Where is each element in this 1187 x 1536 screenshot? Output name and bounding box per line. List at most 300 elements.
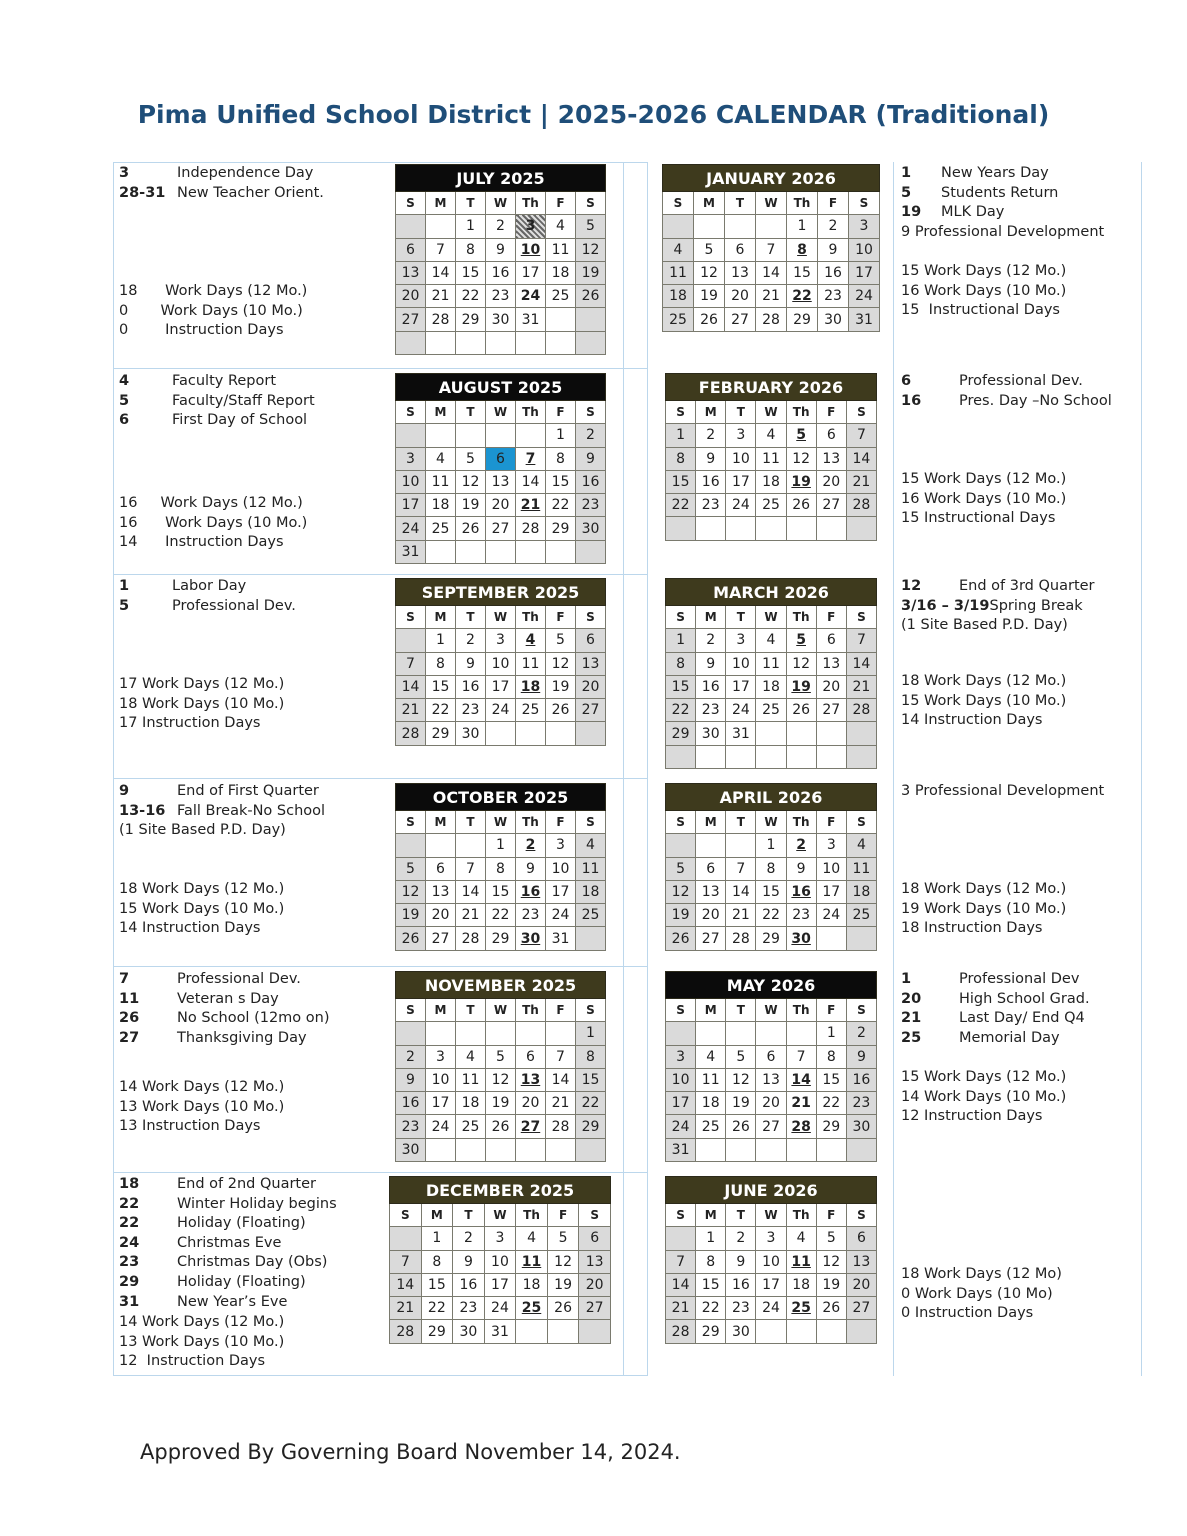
- day-cell[interactable]: 2: [818, 215, 849, 238]
- day-cell[interactable]: 23: [786, 904, 816, 927]
- day-cell[interactable]: 6: [486, 447, 516, 470]
- day-cell[interactable]: 26: [726, 1115, 756, 1138]
- day-cell[interactable]: 25: [576, 904, 606, 927]
- day-cell[interactable]: 31: [516, 308, 546, 331]
- day-cell[interactable]: 12: [547, 1250, 579, 1273]
- day-cell[interactable]: 1: [787, 215, 818, 238]
- day-cell[interactable]: 13: [846, 1250, 876, 1273]
- day-cell[interactable]: 7: [846, 424, 876, 447]
- day-cell[interactable]: 25: [663, 308, 694, 331]
- day-cell[interactable]: 17: [396, 494, 426, 517]
- day-cell[interactable]: 27: [426, 927, 456, 950]
- day-cell[interactable]: 4: [576, 834, 606, 857]
- day-cell[interactable]: 2: [786, 834, 816, 857]
- day-cell[interactable]: 24: [396, 517, 426, 540]
- day-cell[interactable]: 24: [726, 494, 756, 517]
- day-cell[interactable]: 15: [666, 470, 696, 493]
- day-cell[interactable]: 20: [816, 675, 846, 698]
- day-cell[interactable]: 5: [816, 1227, 846, 1250]
- day-cell[interactable]: 14: [426, 261, 456, 284]
- day-cell[interactable]: 22: [816, 1092, 846, 1115]
- day-cell[interactable]: 12: [786, 652, 816, 675]
- day-cell[interactable]: 6: [846, 1227, 876, 1250]
- day-cell[interactable]: 6: [576, 629, 606, 652]
- day-cell[interactable]: 13: [486, 470, 516, 493]
- day-cell[interactable]: 13: [396, 261, 426, 284]
- day-cell[interactable]: 18: [456, 1092, 486, 1115]
- day-cell[interactable]: 4: [696, 1045, 726, 1068]
- day-cell[interactable]: 16: [846, 1068, 876, 1091]
- day-cell[interactable]: 17: [486, 675, 516, 698]
- day-cell[interactable]: 24: [484, 1297, 516, 1320]
- day-cell[interactable]: 22: [456, 285, 486, 308]
- day-cell[interactable]: 11: [456, 1068, 486, 1091]
- day-cell[interactable]: 5: [396, 857, 426, 880]
- day-cell[interactable]: 15: [546, 470, 576, 493]
- day-cell[interactable]: 8: [816, 1045, 846, 1068]
- day-cell[interactable]: 10: [516, 238, 546, 261]
- day-cell[interactable]: 28: [390, 1320, 422, 1343]
- day-cell[interactable]: 29: [421, 1320, 453, 1343]
- day-cell[interactable]: 7: [456, 857, 486, 880]
- day-cell[interactable]: 20: [486, 494, 516, 517]
- day-cell[interactable]: 30: [576, 517, 606, 540]
- day-cell[interactable]: 5: [726, 1045, 756, 1068]
- day-cell[interactable]: 23: [846, 1092, 876, 1115]
- day-cell[interactable]: 29: [456, 308, 486, 331]
- day-cell[interactable]: 19: [694, 285, 725, 308]
- day-cell[interactable]: 22: [546, 494, 576, 517]
- day-cell[interactable]: 19: [816, 1273, 846, 1296]
- day-cell[interactable]: 19: [546, 675, 576, 698]
- day-cell[interactable]: 11: [756, 652, 786, 675]
- day-cell[interactable]: 23: [516, 904, 546, 927]
- day-cell[interactable]: 23: [696, 494, 726, 517]
- day-cell[interactable]: 21: [756, 285, 787, 308]
- day-cell[interactable]: 18: [516, 675, 546, 698]
- day-cell[interactable]: 22: [486, 904, 516, 927]
- day-cell[interactable]: 3: [546, 834, 576, 857]
- day-cell[interactable]: 2: [486, 215, 516, 238]
- day-cell[interactable]: 3: [516, 215, 546, 238]
- day-cell[interactable]: 7: [756, 238, 787, 261]
- day-cell[interactable]: 31: [396, 540, 426, 563]
- day-cell[interactable]: 11: [576, 857, 606, 880]
- day-cell[interactable]: 28: [726, 927, 756, 950]
- day-cell[interactable]: 24: [546, 904, 576, 927]
- day-cell[interactable]: 29: [787, 308, 818, 331]
- day-cell[interactable]: 19: [396, 904, 426, 927]
- day-cell[interactable]: 31: [849, 308, 880, 331]
- day-cell[interactable]: 19: [547, 1273, 579, 1296]
- day-cell[interactable]: 21: [846, 470, 876, 493]
- day-cell[interactable]: 27: [846, 1297, 876, 1320]
- day-cell[interactable]: 7: [786, 1045, 816, 1068]
- day-cell[interactable]: 4: [456, 1045, 486, 1068]
- day-cell[interactable]: 22: [787, 285, 818, 308]
- day-cell[interactable]: 19: [786, 675, 816, 698]
- day-cell[interactable]: 10: [426, 1068, 456, 1091]
- day-cell[interactable]: 1: [696, 1227, 726, 1250]
- day-cell[interactable]: 22: [421, 1297, 453, 1320]
- day-cell[interactable]: 13: [576, 652, 606, 675]
- day-cell[interactable]: 13: [816, 447, 846, 470]
- day-cell[interactable]: 12: [786, 447, 816, 470]
- day-cell[interactable]: 11: [426, 470, 456, 493]
- day-cell[interactable]: 1: [666, 424, 696, 447]
- day-cell[interactable]: 12: [816, 1250, 846, 1273]
- day-cell[interactable]: 30: [696, 722, 726, 745]
- day-cell[interactable]: 25: [516, 1297, 548, 1320]
- day-cell[interactable]: 9: [726, 1250, 756, 1273]
- day-cell[interactable]: 8: [421, 1250, 453, 1273]
- day-cell[interactable]: 24: [666, 1115, 696, 1138]
- day-cell[interactable]: 28: [456, 927, 486, 950]
- day-cell[interactable]: 20: [426, 904, 456, 927]
- day-cell[interactable]: 3: [426, 1045, 456, 1068]
- day-cell[interactable]: 1: [456, 215, 486, 238]
- day-cell[interactable]: 11: [546, 238, 576, 261]
- day-cell[interactable]: 2: [516, 834, 546, 857]
- day-cell[interactable]: 10: [396, 470, 426, 493]
- day-cell[interactable]: 31: [726, 722, 756, 745]
- day-cell[interactable]: 15: [576, 1068, 606, 1091]
- day-cell[interactable]: 31: [666, 1138, 696, 1161]
- day-cell[interactable]: 6: [426, 857, 456, 880]
- day-cell[interactable]: 16: [818, 261, 849, 284]
- day-cell[interactable]: 6: [756, 1045, 786, 1068]
- day-cell[interactable]: 18: [663, 285, 694, 308]
- day-cell[interactable]: 5: [547, 1227, 579, 1250]
- day-cell[interactable]: 3: [726, 629, 756, 652]
- day-cell[interactable]: 28: [846, 494, 876, 517]
- day-cell[interactable]: 15: [666, 675, 696, 698]
- day-cell[interactable]: 4: [846, 834, 876, 857]
- day-cell[interactable]: 8: [576, 1045, 606, 1068]
- day-cell[interactable]: 11: [516, 652, 546, 675]
- day-cell[interactable]: 15: [456, 261, 486, 284]
- day-cell[interactable]: 28: [786, 1115, 816, 1138]
- day-cell[interactable]: 2: [726, 1227, 756, 1250]
- day-cell[interactable]: 3: [816, 834, 846, 857]
- day-cell[interactable]: 13: [816, 652, 846, 675]
- day-cell[interactable]: 15: [787, 261, 818, 284]
- day-cell[interactable]: 9: [486, 238, 516, 261]
- day-cell[interactable]: 25: [696, 1115, 726, 1138]
- day-cell[interactable]: 27: [696, 927, 726, 950]
- day-cell[interactable]: 23: [576, 494, 606, 517]
- day-cell[interactable]: 26: [576, 285, 606, 308]
- day-cell[interactable]: 24: [486, 699, 516, 722]
- day-cell[interactable]: 30: [456, 722, 486, 745]
- day-cell[interactable]: 13: [426, 880, 456, 903]
- day-cell[interactable]: 30: [786, 927, 816, 950]
- day-cell[interactable]: 28: [546, 1115, 576, 1138]
- day-cell[interactable]: 28: [756, 308, 787, 331]
- day-cell[interactable]: 14: [786, 1068, 816, 1091]
- day-cell[interactable]: 15: [421, 1273, 453, 1296]
- day-cell[interactable]: 23: [453, 1297, 485, 1320]
- day-cell[interactable]: 29: [756, 927, 786, 950]
- day-cell[interactable]: 25: [756, 699, 786, 722]
- day-cell[interactable]: 2: [846, 1022, 876, 1045]
- day-cell[interactable]: 17: [516, 261, 546, 284]
- day-cell[interactable]: 17: [484, 1273, 516, 1296]
- day-cell[interactable]: 27: [516, 1115, 546, 1138]
- day-cell[interactable]: 13: [579, 1250, 611, 1273]
- day-cell[interactable]: 13: [725, 261, 756, 284]
- day-cell[interactable]: 24: [816, 904, 846, 927]
- day-cell[interactable]: 18: [756, 675, 786, 698]
- day-cell[interactable]: 23: [456, 699, 486, 722]
- day-cell[interactable]: 11: [756, 447, 786, 470]
- day-cell[interactable]: 4: [516, 629, 546, 652]
- day-cell[interactable]: 21: [666, 1297, 696, 1320]
- day-cell[interactable]: 29: [816, 1115, 846, 1138]
- day-cell[interactable]: 14: [546, 1068, 576, 1091]
- day-cell[interactable]: 14: [390, 1273, 422, 1296]
- day-cell[interactable]: 24: [426, 1115, 456, 1138]
- day-cell[interactable]: 14: [516, 470, 546, 493]
- day-cell[interactable]: 3: [726, 424, 756, 447]
- day-cell[interactable]: 18: [696, 1092, 726, 1115]
- day-cell[interactable]: 30: [396, 1138, 426, 1161]
- day-cell[interactable]: 7: [396, 652, 426, 675]
- day-cell[interactable]: 2: [453, 1227, 485, 1250]
- day-cell[interactable]: 19: [786, 470, 816, 493]
- day-cell[interactable]: 2: [456, 629, 486, 652]
- day-cell[interactable]: 23: [486, 285, 516, 308]
- day-cell[interactable]: 23: [696, 699, 726, 722]
- day-cell[interactable]: 28: [426, 308, 456, 331]
- day-cell[interactable]: 28: [846, 699, 876, 722]
- day-cell[interactable]: 16: [696, 675, 726, 698]
- day-cell[interactable]: 9: [516, 857, 546, 880]
- day-cell[interactable]: 1: [546, 424, 576, 447]
- day-cell[interactable]: 15: [426, 675, 456, 698]
- day-cell[interactable]: 1: [421, 1227, 453, 1250]
- day-cell[interactable]: 5: [456, 447, 486, 470]
- day-cell[interactable]: 21: [726, 904, 756, 927]
- day-cell[interactable]: 9: [453, 1250, 485, 1273]
- day-cell[interactable]: 25: [426, 517, 456, 540]
- day-cell[interactable]: 7: [390, 1250, 422, 1273]
- day-cell[interactable]: 14: [756, 261, 787, 284]
- day-cell[interactable]: 21: [426, 285, 456, 308]
- day-cell[interactable]: 5: [546, 629, 576, 652]
- day-cell[interactable]: 9: [456, 652, 486, 675]
- day-cell[interactable]: 30: [453, 1320, 485, 1343]
- day-cell[interactable]: 10: [486, 652, 516, 675]
- day-cell[interactable]: 17: [666, 1092, 696, 1115]
- day-cell[interactable]: 15: [696, 1273, 726, 1296]
- day-cell[interactable]: 17: [756, 1273, 786, 1296]
- day-cell[interactable]: 3: [396, 447, 426, 470]
- day-cell[interactable]: 28: [396, 722, 426, 745]
- day-cell[interactable]: 12: [694, 261, 725, 284]
- day-cell[interactable]: 30: [726, 1320, 756, 1343]
- day-cell[interactable]: 2: [396, 1045, 426, 1068]
- day-cell[interactable]: 4: [516, 1227, 548, 1250]
- day-cell[interactable]: 28: [666, 1320, 696, 1343]
- day-cell[interactable]: 19: [576, 261, 606, 284]
- day-cell[interactable]: 19: [456, 494, 486, 517]
- day-cell[interactable]: 21: [390, 1297, 422, 1320]
- day-cell[interactable]: 29: [426, 722, 456, 745]
- day-cell[interactable]: 23: [396, 1115, 426, 1138]
- day-cell[interactable]: 30: [846, 1115, 876, 1138]
- day-cell[interactable]: 22: [576, 1092, 606, 1115]
- day-cell[interactable]: 17: [849, 261, 880, 284]
- day-cell[interactable]: 16: [516, 880, 546, 903]
- day-cell[interactable]: 23: [818, 285, 849, 308]
- day-cell[interactable]: 26: [666, 927, 696, 950]
- day-cell[interactable]: 4: [546, 215, 576, 238]
- day-cell[interactable]: 22: [666, 699, 696, 722]
- day-cell[interactable]: 19: [726, 1092, 756, 1115]
- day-cell[interactable]: 6: [396, 238, 426, 261]
- day-cell[interactable]: 16: [576, 470, 606, 493]
- day-cell[interactable]: 15: [486, 880, 516, 903]
- day-cell[interactable]: 18: [516, 1273, 548, 1296]
- day-cell[interactable]: 11: [516, 1250, 548, 1273]
- day-cell[interactable]: 22: [666, 494, 696, 517]
- day-cell[interactable]: 29: [486, 927, 516, 950]
- day-cell[interactable]: 8: [696, 1250, 726, 1273]
- day-cell[interactable]: 17: [546, 880, 576, 903]
- day-cell[interactable]: 27: [396, 308, 426, 331]
- day-cell[interactable]: 9: [786, 857, 816, 880]
- day-cell[interactable]: 1: [576, 1022, 606, 1045]
- day-cell[interactable]: 9: [396, 1068, 426, 1091]
- day-cell[interactable]: 13: [756, 1068, 786, 1091]
- day-cell[interactable]: 17: [726, 675, 756, 698]
- day-cell[interactable]: 8: [486, 857, 516, 880]
- day-cell[interactable]: 30: [818, 308, 849, 331]
- day-cell[interactable]: 24: [756, 1297, 786, 1320]
- day-cell[interactable]: 8: [787, 238, 818, 261]
- day-cell[interactable]: 6: [725, 238, 756, 261]
- day-cell[interactable]: 20: [579, 1273, 611, 1296]
- day-cell[interactable]: 7: [516, 447, 546, 470]
- day-cell[interactable]: 20: [396, 285, 426, 308]
- day-cell[interactable]: 18: [576, 880, 606, 903]
- day-cell[interactable]: 26: [547, 1297, 579, 1320]
- day-cell[interactable]: 25: [756, 494, 786, 517]
- day-cell[interactable]: 21: [546, 1092, 576, 1115]
- day-cell[interactable]: 4: [426, 447, 456, 470]
- day-cell[interactable]: 27: [579, 1297, 611, 1320]
- day-cell[interactable]: 7: [726, 857, 756, 880]
- day-cell[interactable]: 12: [396, 880, 426, 903]
- day-cell[interactable]: 17: [726, 470, 756, 493]
- day-cell[interactable]: 25: [786, 1297, 816, 1320]
- day-cell[interactable]: 26: [396, 927, 426, 950]
- day-cell[interactable]: 25: [516, 699, 546, 722]
- day-cell[interactable]: 3: [484, 1227, 516, 1250]
- day-cell[interactable]: 29: [576, 1115, 606, 1138]
- day-cell[interactable]: 16: [726, 1273, 756, 1296]
- day-cell[interactable]: 2: [696, 424, 726, 447]
- day-cell[interactable]: 2: [696, 629, 726, 652]
- day-cell[interactable]: 5: [694, 238, 725, 261]
- day-cell[interactable]: 8: [426, 652, 456, 675]
- day-cell[interactable]: 5: [576, 215, 606, 238]
- day-cell[interactable]: 9: [696, 447, 726, 470]
- day-cell[interactable]: 6: [816, 424, 846, 447]
- day-cell[interactable]: 30: [486, 308, 516, 331]
- day-cell[interactable]: 20: [816, 470, 846, 493]
- day-cell[interactable]: 9: [576, 447, 606, 470]
- day-cell[interactable]: 25: [546, 285, 576, 308]
- day-cell[interactable]: 10: [546, 857, 576, 880]
- day-cell[interactable]: 8: [756, 857, 786, 880]
- day-cell[interactable]: 11: [786, 1250, 816, 1273]
- day-cell[interactable]: 30: [516, 927, 546, 950]
- day-cell[interactable]: 24: [849, 285, 880, 308]
- day-cell[interactable]: 9: [696, 652, 726, 675]
- day-cell[interactable]: 20: [576, 675, 606, 698]
- day-cell[interactable]: 2: [576, 424, 606, 447]
- day-cell[interactable]: 11: [696, 1068, 726, 1091]
- day-cell[interactable]: 12: [576, 238, 606, 261]
- day-cell[interactable]: 28: [516, 517, 546, 540]
- day-cell[interactable]: 8: [546, 447, 576, 470]
- day-cell[interactable]: 19: [486, 1092, 516, 1115]
- day-cell[interactable]: 3: [486, 629, 516, 652]
- day-cell[interactable]: 27: [816, 699, 846, 722]
- day-cell[interactable]: 26: [694, 308, 725, 331]
- day-cell[interactable]: 29: [696, 1320, 726, 1343]
- day-cell[interactable]: 16: [456, 675, 486, 698]
- day-cell[interactable]: 13: [516, 1068, 546, 1091]
- day-cell[interactable]: 26: [486, 1115, 516, 1138]
- day-cell[interactable]: 18: [546, 261, 576, 284]
- day-cell[interactable]: 26: [816, 1297, 846, 1320]
- day-cell[interactable]: 5: [786, 424, 816, 447]
- day-cell[interactable]: 4: [663, 238, 694, 261]
- day-cell[interactable]: 27: [576, 699, 606, 722]
- day-cell[interactable]: 22: [696, 1297, 726, 1320]
- day-cell[interactable]: 7: [546, 1045, 576, 1068]
- day-cell[interactable]: 17: [426, 1092, 456, 1115]
- day-cell[interactable]: 16: [696, 470, 726, 493]
- day-cell[interactable]: 26: [786, 699, 816, 722]
- day-cell[interactable]: 8: [666, 447, 696, 470]
- day-cell[interactable]: 12: [546, 652, 576, 675]
- day-cell[interactable]: 10: [726, 447, 756, 470]
- day-cell[interactable]: 12: [666, 880, 696, 903]
- day-cell[interactable]: 20: [725, 285, 756, 308]
- day-cell[interactable]: 11: [846, 857, 876, 880]
- day-cell[interactable]: 7: [846, 629, 876, 652]
- day-cell[interactable]: 13: [696, 880, 726, 903]
- day-cell[interactable]: 16: [486, 261, 516, 284]
- day-cell[interactable]: 14: [846, 447, 876, 470]
- day-cell[interactable]: 12: [456, 470, 486, 493]
- day-cell[interactable]: 14: [846, 652, 876, 675]
- day-cell[interactable]: 5: [486, 1045, 516, 1068]
- day-cell[interactable]: 14: [396, 675, 426, 698]
- day-cell[interactable]: 17: [816, 880, 846, 903]
- day-cell[interactable]: 22: [426, 699, 456, 722]
- day-cell[interactable]: 26: [546, 699, 576, 722]
- day-cell[interactable]: 26: [786, 494, 816, 517]
- day-cell[interactable]: 23: [726, 1297, 756, 1320]
- day-cell[interactable]: 12: [486, 1068, 516, 1091]
- day-cell[interactable]: 10: [756, 1250, 786, 1273]
- day-cell[interactable]: 9: [846, 1045, 876, 1068]
